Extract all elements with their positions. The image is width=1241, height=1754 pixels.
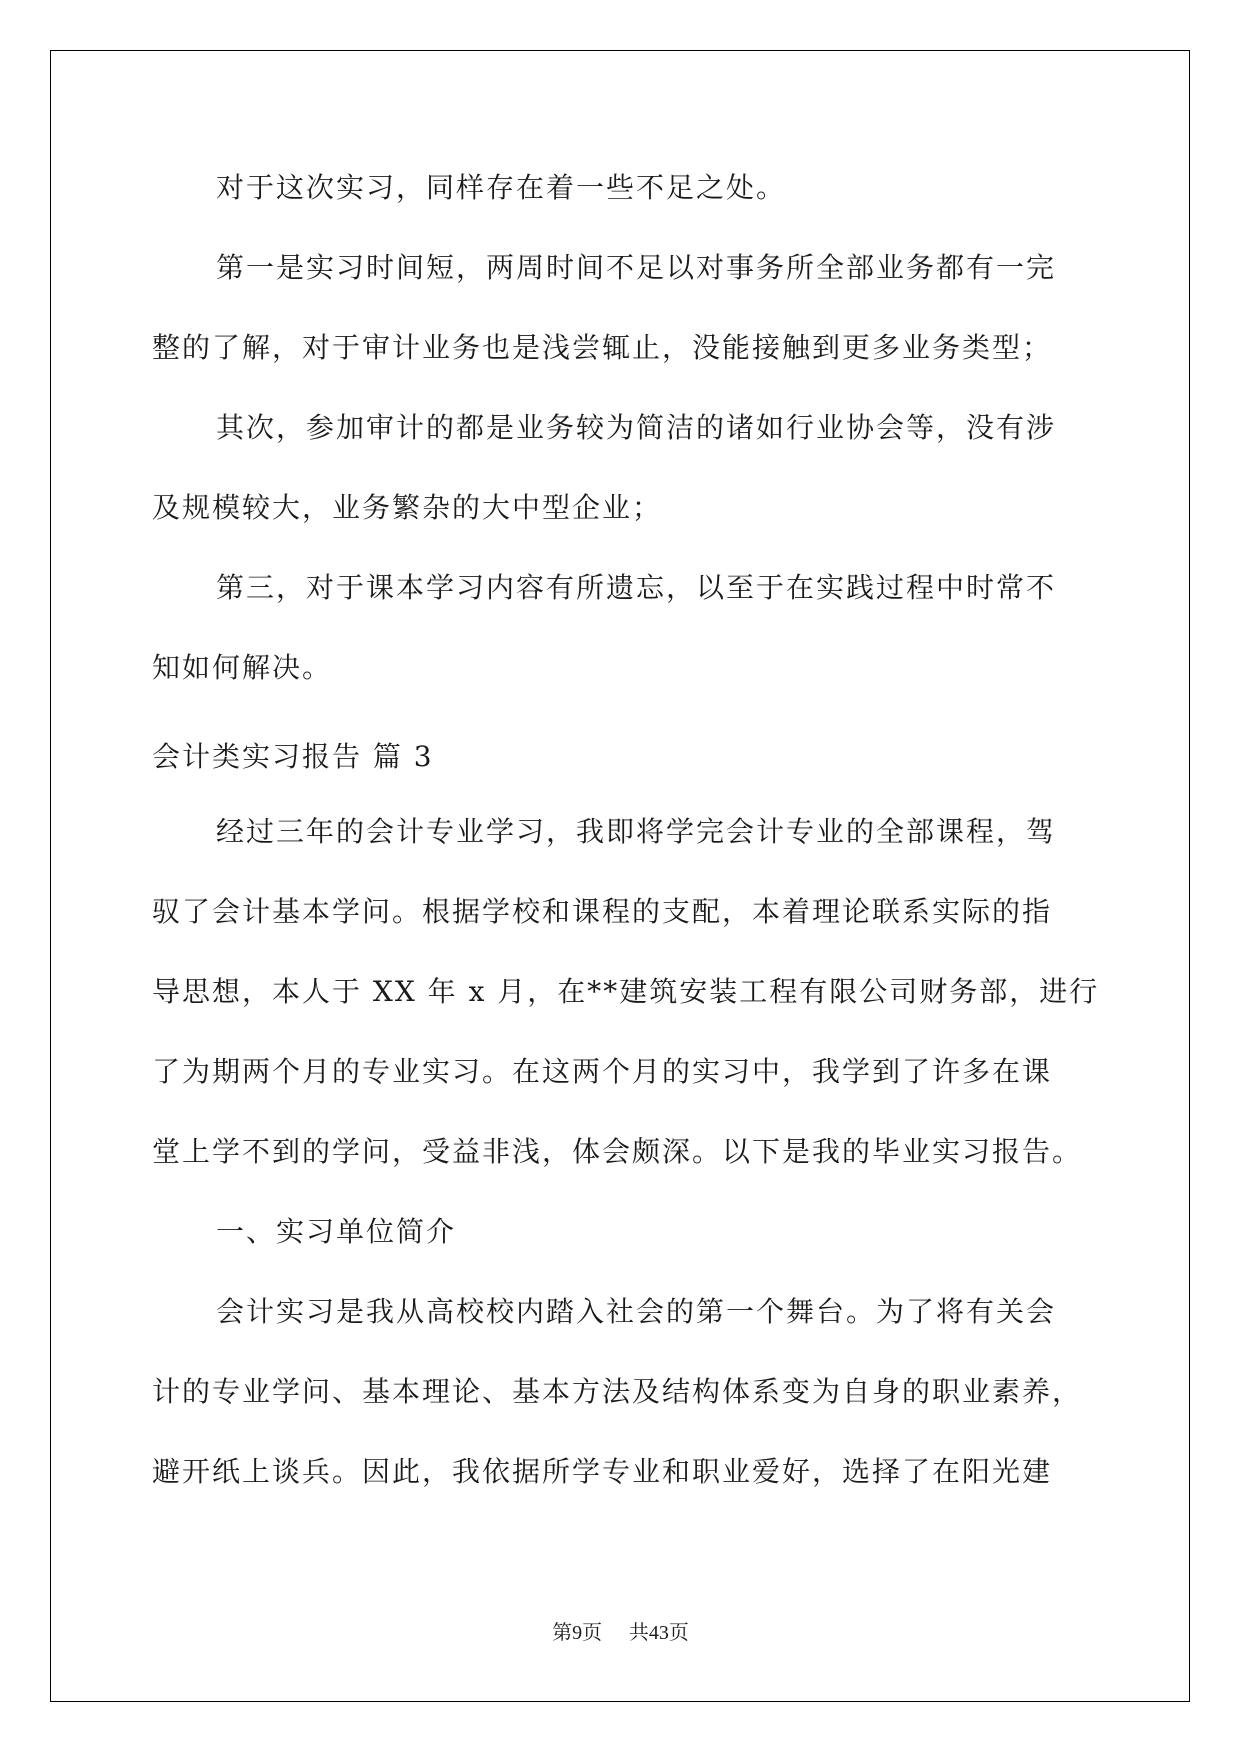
paragraph-line: 知如何解决。 — [152, 651, 333, 684]
paragraph-line: 计的专业学问、基本理论、基本方法及结构体系变为自身的职业素养， — [152, 1375, 1083, 1408]
paragraph-line: 经过三年的会计专业学习，我即将学完会计专业的全部课程，驾 — [216, 815, 1057, 848]
page-label-prefix: 第 — [552, 1620, 573, 1644]
paragraph-line: 整的了解，对于审计业务也是浅尝辄止，没能接触到更多业务类型； — [152, 331, 1053, 364]
subsection-heading: 一、实习单位简介 — [216, 1215, 457, 1248]
paragraph-line: 第三，对于课本学习内容有所遗忘，以至于在实践过程中时常不 — [216, 571, 1057, 604]
paragraph-line: 及规模较大，业务繁杂的大中型企业； — [152, 491, 663, 524]
page-label-suffix: 页 — [582, 1620, 603, 1644]
paragraph-line: 会计实习是我从高校校内踏入社会的第一个舞台。为了将有关会 — [216, 1295, 1057, 1328]
paragraph-line: 堂上学不到的学问，受益非浅，体会颇深。以下是我的毕业实习报告。 — [152, 1135, 1083, 1168]
paragraph-line: 其次，参加审计的都是业务较为简洁的诸如行业协会等，没有涉 — [216, 411, 1057, 444]
total-label-prefix: 共 — [628, 1620, 649, 1644]
paragraph-line: 对于这次实习，同样存在着一些不足之处。 — [216, 171, 787, 204]
paragraph-line: 了为期两个月的专业实习。在这两个月的实习中，我学到了许多在课 — [152, 1055, 1053, 1088]
paragraph-line: 第一是实习时间短，两周时间不足以对事务所全部业务都有一完 — [216, 251, 1057, 284]
paragraph-line: 导思想，本人于 XX 年 x 月，在**建筑安装工程有限公司财务部，进行 — [152, 975, 1100, 1008]
total-label-suffix: 页 — [668, 1620, 689, 1644]
paragraph-line: 驭了会计基本学问。根据学校和课程的支配，本着理论联系实际的指 — [152, 895, 1053, 928]
page-footer — [0, 1620, 1241, 1645]
section-heading: 会计类实习报告 篇 3 — [152, 740, 434, 773]
total-pages: 43 — [648, 1622, 669, 1644]
paragraph-line: 避开纸上谈兵。因此，我依据所学专业和职业爱好，选择了在阳光建 — [152, 1455, 1053, 1488]
page-number: 9 — [572, 1622, 583, 1644]
